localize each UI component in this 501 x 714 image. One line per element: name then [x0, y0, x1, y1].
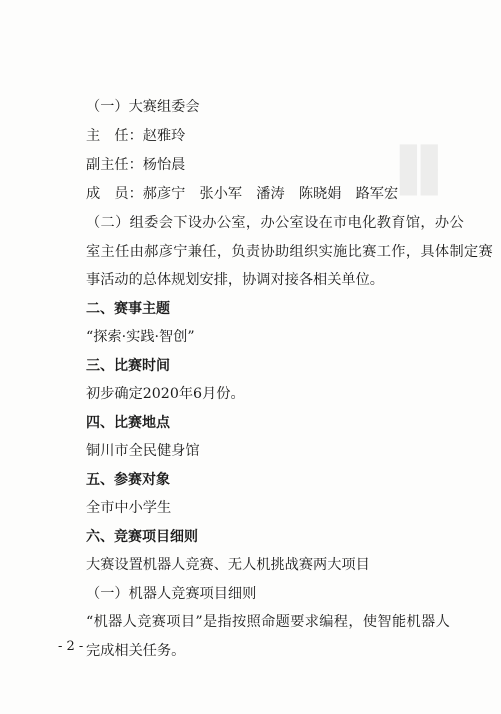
- robot-rules-line-2: 完成相关任务。: [86, 643, 186, 659]
- robot-rules-line-1: “机器人竞赛项目”是指按照命题要求编程，使智能机器人: [86, 614, 451, 630]
- heading-participants: 五、参赛对象: [86, 472, 170, 488]
- theme-text: “探索·实践·智创”: [86, 329, 195, 345]
- committee-deputy-director: 副主任：杨怡晨: [86, 157, 186, 173]
- section-organizing-committee: （一）大赛组委会: [86, 99, 200, 115]
- page-number: - 2 -: [58, 639, 84, 654]
- participants-text: 全市中小学生: [86, 500, 172, 516]
- heading-theme: 二、赛事主题: [86, 301, 170, 317]
- heading-time: 三、比赛时间: [86, 358, 170, 374]
- time-text: 初步确定2020年6月份。: [86, 386, 245, 402]
- committee-members: 成 员：郝彦宁 张小军 潘涛 陈晓娟 路军宏: [86, 186, 399, 202]
- office-paragraph-line-1: （二）组委会下设办公室，办公室设在市电化教育馆，办公: [86, 215, 464, 231]
- robot-rules-subheading: （一）机器人竞赛项目细则: [86, 586, 257, 602]
- office-paragraph-line-2: 室主任由郝彦宁兼任，负责协助组织实施比赛工作，具体制定赛: [86, 244, 494, 260]
- venue-text: 铜川市全民健身馆: [86, 443, 200, 459]
- heading-rules: 六、竞赛项目细则: [86, 529, 198, 545]
- rules-text: 大赛设置机器人竞赛、无人机挑战赛两大项目: [86, 557, 370, 573]
- office-paragraph-line-3: 事活动的总体规划安排，协调对接各相关单位。: [86, 272, 384, 288]
- heading-venue: 四、比赛地点: [86, 415, 170, 431]
- committee-director: 主 任：赵雅玲: [86, 128, 186, 144]
- bleed-through-shadow: ██ ██: [400, 146, 442, 196]
